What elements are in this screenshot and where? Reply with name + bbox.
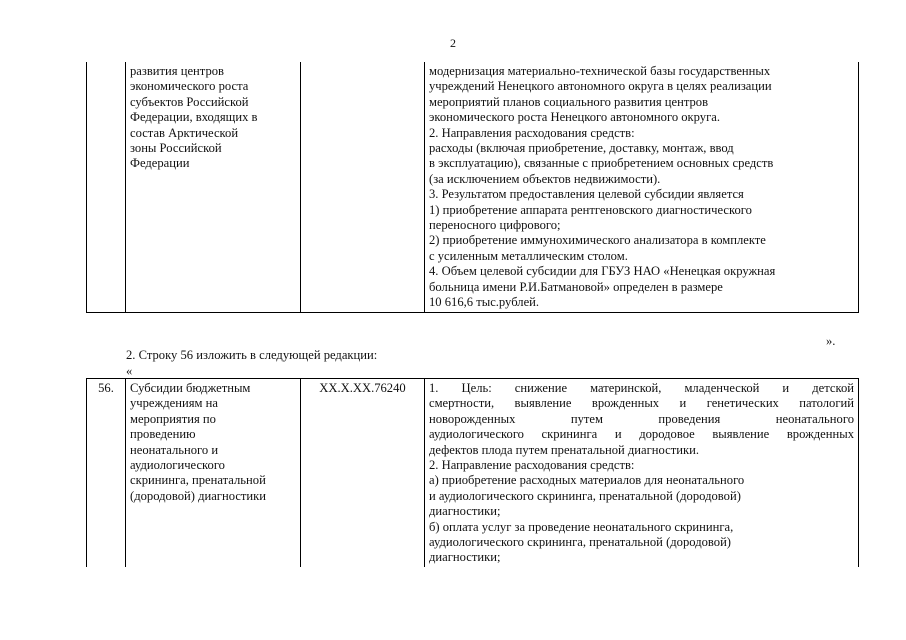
description-line: 10 616,6 тыс.рублей.: [429, 295, 540, 310]
page-number: 2: [450, 36, 456, 50]
description-line: и аудиологического скрининга, пренатальной (дородовой): [429, 488, 741, 503]
description-line: экономического роста Ненецкого автономного округа.: [429, 110, 721, 125]
row-number-cell: [87, 62, 126, 312]
name-line: состав Арктической: [130, 125, 239, 140]
name-line: Федерации: [130, 156, 190, 171]
subsidy-code-cell: ХХ.Х.ХХ.76240: [301, 379, 425, 567]
description-line: б) оплата услуг за проведение неонатального скрининга,: [429, 519, 734, 534]
description-line: а) приобретение расходных материалов для неонатального: [429, 473, 745, 488]
name-line: учреждениям на: [130, 396, 218, 411]
description-line: 2) приобретение иммунохимического анализатора в комплекте: [429, 233, 766, 248]
subsidy-description-cell: [425, 379, 859, 567]
table-row-56: [86, 378, 859, 567]
description-line: учреждений Ненецкого автономного округа в целях реализации: [429, 79, 772, 94]
table-row: [87, 379, 859, 567]
description-line: 4. Объем целевой субсидии для ГБУЗ НАО «Ненецкая окружная: [429, 264, 776, 279]
description-line: расходы (включая приобретение, доставку, монтаж, ввод: [429, 141, 734, 156]
description-line: диагностики;: [429, 504, 501, 519]
name-line: Федерации, входящих в: [130, 110, 258, 125]
table-row: [87, 62, 859, 312]
name-line: развития центров: [130, 64, 224, 78]
description-line: больница имени Р.И.Батмановой» определен в размере: [429, 279, 723, 294]
description-line: 2. Направления расходования средств:: [429, 125, 635, 140]
description-line: переносного цифрового;: [429, 218, 561, 233]
description-line: 3. Результатом предоставления целевой субсидии является: [429, 187, 744, 202]
description-line: аудиологического скрининга, пренатальной (дородовой): [429, 535, 731, 550]
name-line: мероприятия по: [130, 411, 216, 426]
subsidy-name-cell: [126, 62, 301, 312]
name-line: зоны Российской: [130, 141, 222, 156]
description-line: аудиологического скрининга и дородовое выявление врожденных: [429, 427, 854, 442]
description-line: 2. Направление расходования средств:: [429, 458, 635, 473]
description-line: дефектов плода путем пренатальной диагностики.: [429, 442, 699, 457]
description-line: новорожденных путем проведения неонатального: [429, 411, 854, 426]
description-line: 1) приобретение аппарата рентгеновского диагностического: [429, 202, 752, 217]
row-number-cell: 56.: [87, 379, 126, 567]
description-line: в эксплуатацию), связанные с приобретением основных средств: [429, 156, 774, 171]
description-line: с усиленным металлическим столом.: [429, 248, 628, 263]
name-line: экономического роста: [130, 79, 249, 94]
description-line: (за исключением объектов недвижимости).: [429, 171, 661, 186]
name-line: субъектов Российской: [130, 94, 249, 109]
amendment-instruction: 2. Строку 56 изложить в следующей редакции:: [126, 348, 378, 362]
description-line: мероприятий планов социального развития центров: [429, 94, 709, 109]
name-line: проведению: [130, 427, 196, 442]
table-continuation: [86, 62, 859, 313]
name-line: Субсидии бюджетным: [130, 381, 251, 395]
name-line: неонатального и: [130, 442, 219, 457]
description-line: смертности, выявление врожденных и генетических патологий: [429, 396, 854, 411]
description-line: 1. Цель: снижение материнской, младенческой и детской: [429, 381, 854, 395]
name-line: скрининга, пренатальной: [130, 473, 266, 488]
subsidy-code-cell: [301, 62, 425, 312]
opening-quote: «: [126, 364, 133, 378]
description-line: модернизация материально-технической базы государственных: [429, 64, 771, 78]
name-line: аудиологического: [130, 458, 225, 473]
closing-quote: ».: [826, 334, 836, 348]
subsidy-description-cell: [425, 62, 859, 312]
description-line: диагностики;: [429, 550, 501, 565]
name-line: (дородовой) диагностики: [130, 488, 267, 503]
subsidy-name-cell: [126, 379, 301, 567]
